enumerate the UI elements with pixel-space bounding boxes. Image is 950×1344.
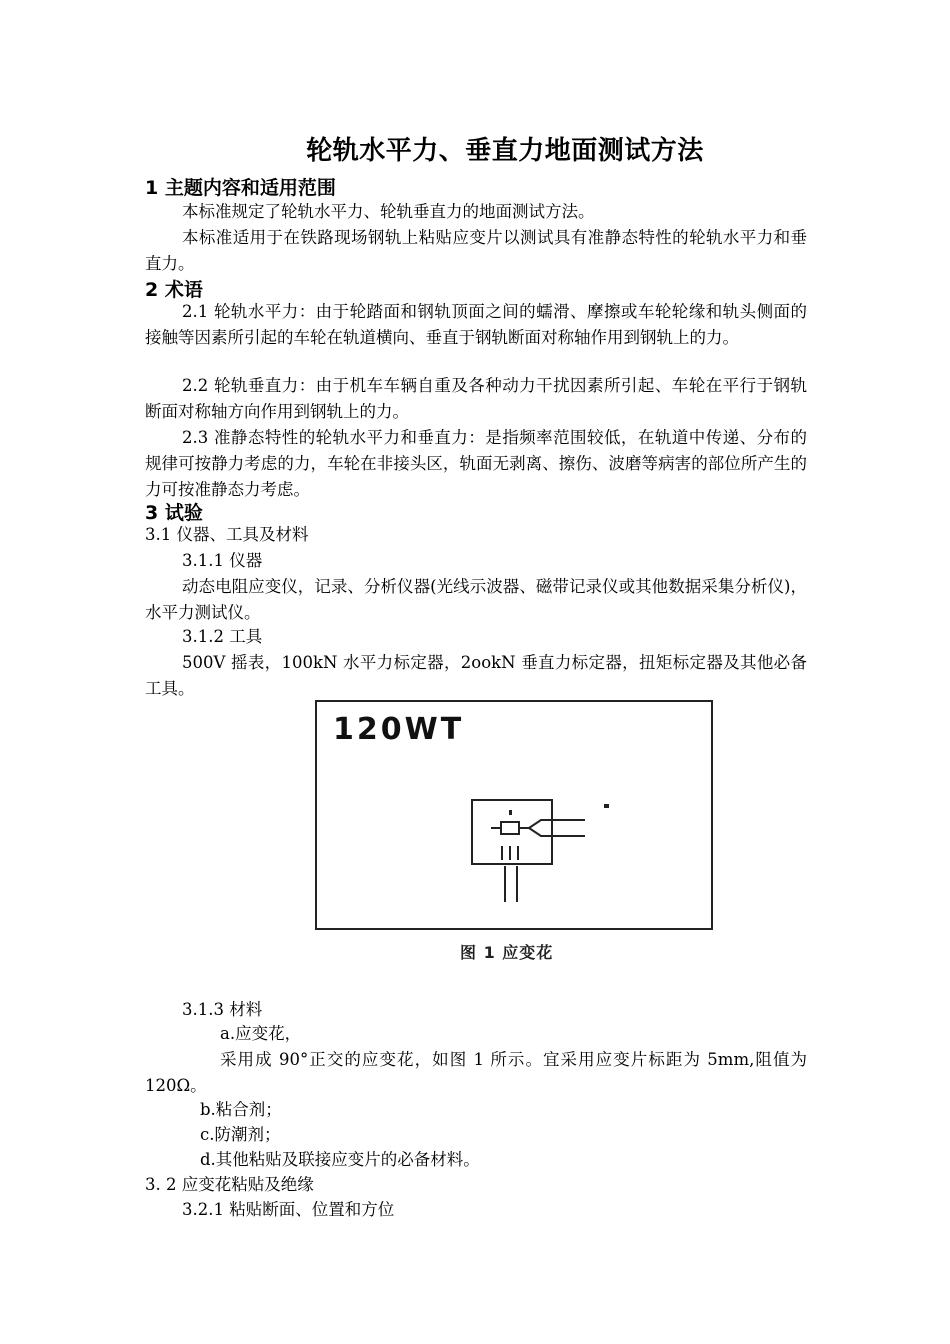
subsection-3-1-3: 3.1.3 材料: [182, 1000, 263, 1019]
page-title: 轮轨水平力、垂直力地面测试方法: [306, 136, 704, 166]
instruments-paragraph: 动态电阻应变仪，记录、分析仪器(光线示波器、磁带记录仪或其他数据采集分析仪)，水平力测试仪。: [145, 577, 807, 622]
subsection-3-1-2: 3.1.2 工具: [182, 627, 263, 646]
section-2-heading: 2 术语: [145, 279, 203, 301]
subsection-3-1: 3.1 仪器、工具及材料: [145, 525, 309, 544]
subsection-3-1-1: 3.1.1 仪器: [182, 551, 263, 570]
term-2-1-paragraph: 2.1 轮轨水平力：由于轮踏面和钢轨顶面之间的蠕滑、摩擦或车轮轮缘和轨头侧面的接触等因素所引起的车轮在轨道横向、垂直于钢轨断面对称轴作用到钢轨上的力。: [145, 302, 807, 347]
section-1-paragraph-1: 本标准规定了轮轨水平力、轮轨垂直力的地面测试方法。: [182, 202, 595, 221]
tools-paragraph: 500V 摇表，100kN 水平力标定器，2ookN 垂直力标定器，扭矩标定器及其他必备工具。: [145, 653, 807, 698]
figure-strain-rosette: [315, 700, 717, 936]
material-item-a-description: 采用成 90°正交的应变花，如图 1 所示。宜采用应变片标距为 5mm,阻值为 120Ω。: [145, 1050, 807, 1095]
material-item-a: a.应变花，: [220, 1024, 302, 1043]
term-2-2-paragraph: 2.2 轮轨垂直力：由于机车车辆自重及各种动力干扰因素所引起、车轮在平行于钢轨断面对称轴方向作用到钢轨上的力。: [145, 376, 807, 421]
subsection-3-2-1: 3.2.1 粘贴断面、位置和方位: [182, 1200, 395, 1219]
material-item-c: c.防潮剂；: [200, 1125, 281, 1144]
subsection-3-2: 3. 2 应变花粘贴及绝缘: [145, 1175, 314, 1194]
term-2-3-paragraph: 2.3 准静态特性的轮轨水平力和垂直力：是指频率范围较低，在轨道中传递、分布的规律可按静力考虑的力，车轮在非接头区，轨面无剥离、擦伤、波磨等病害的部位所产生的力可按准静态力考虑。: [145, 428, 807, 499]
figure-gauge-code: 120WT: [333, 712, 465, 747]
section-3-heading: 3 试验: [145, 502, 203, 524]
section-1-paragraph-2: 本标准适用于在铁路现场钢轨上粘贴应变片以测试具有准静态特性的轮轨水平力和垂直力。: [145, 228, 807, 273]
material-item-b: b.粘合剂；: [200, 1100, 282, 1119]
section-1-heading: 1 主题内容和适用范围: [145, 177, 336, 199]
strain-rosette-drawing: [315, 700, 717, 936]
figure-caption: 图 1 应变花: [460, 943, 554, 962]
material-item-d: d.其他粘贴及联接应变片的必备材料。: [200, 1150, 480, 1169]
